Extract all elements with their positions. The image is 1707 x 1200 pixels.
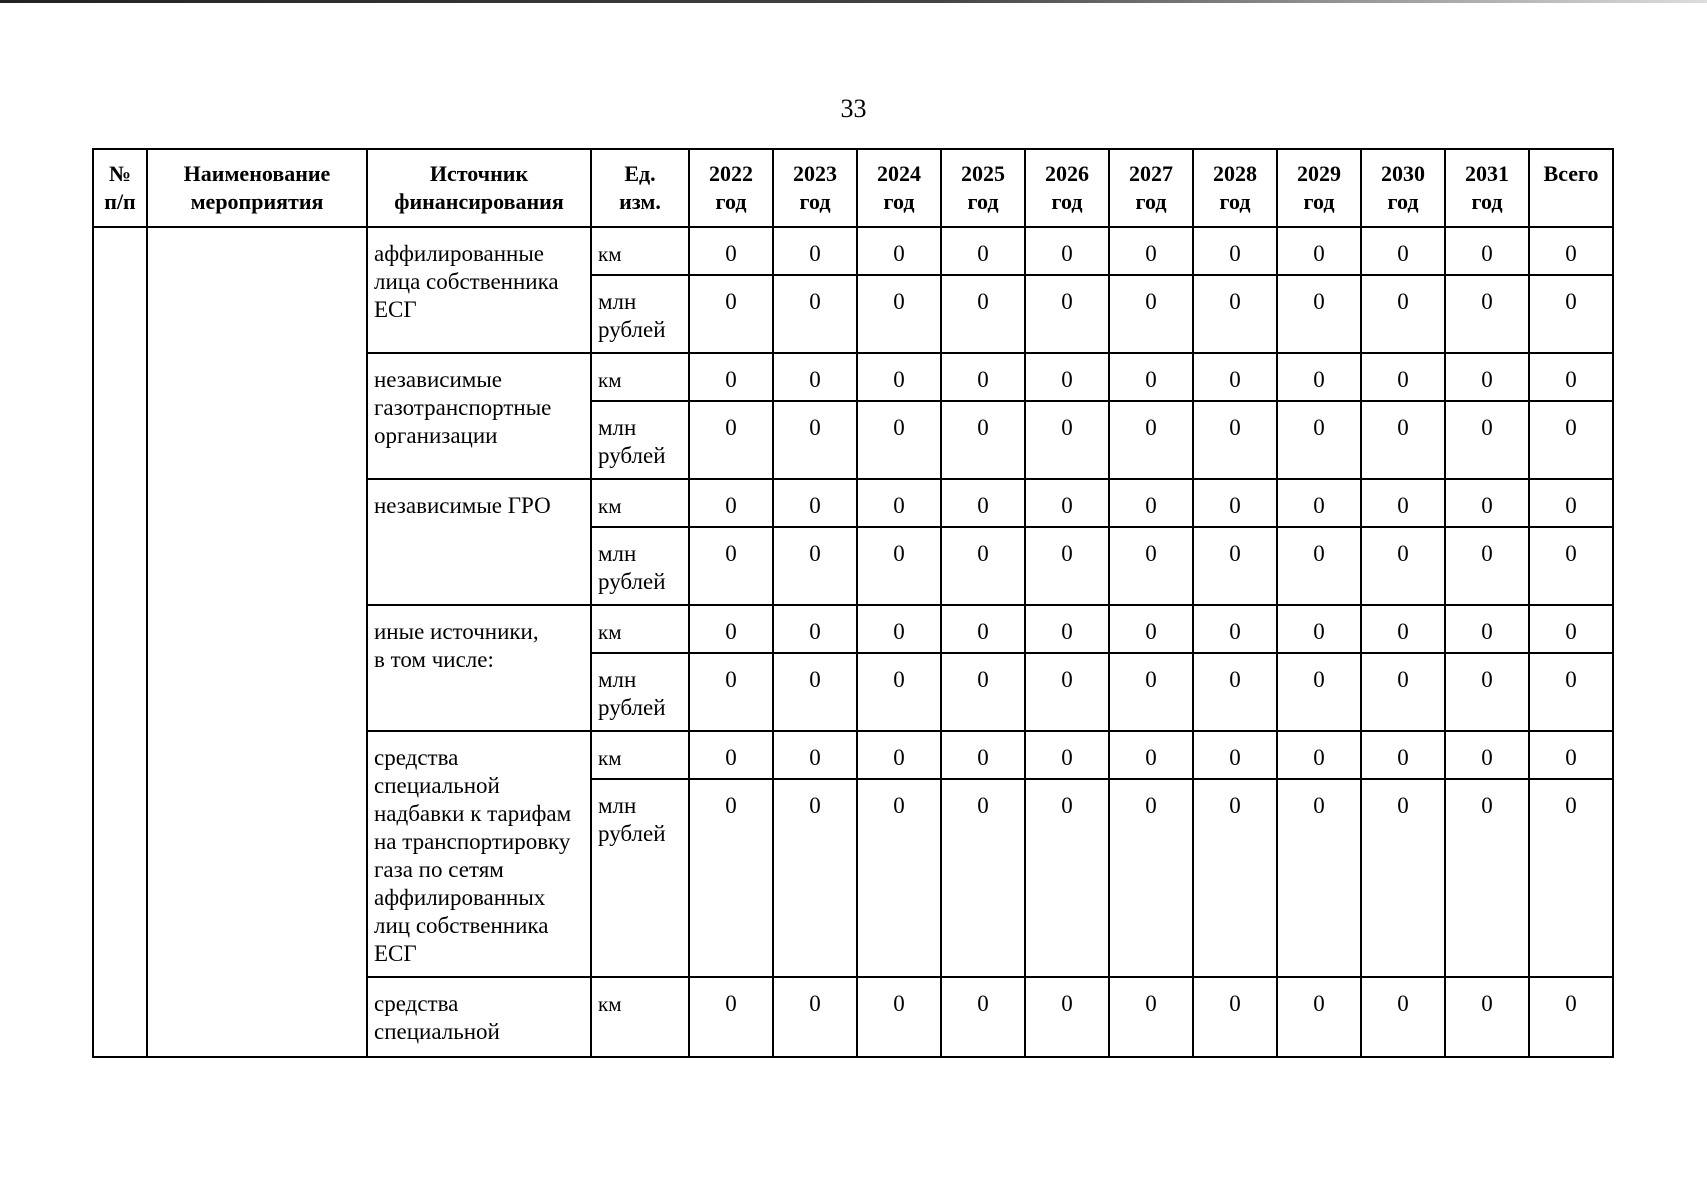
year-value-cell: 0 [1109, 227, 1193, 275]
unit-text: км [598, 494, 622, 518]
year-value-cell: 0 [1193, 275, 1277, 353]
year-value-cell: 0 [941, 527, 1025, 605]
financing-table [92, 148, 1614, 1058]
year-value-cell: 0 [1025, 605, 1109, 653]
year-value-cell: 0 [1193, 653, 1277, 731]
header-year-2027: 2027 год [1109, 149, 1193, 227]
year-value-cell: 0 [689, 977, 773, 1057]
scan-top-edge [0, 0, 1707, 3]
year-value-cell: 0 [1109, 605, 1193, 653]
header-year-2024: 2024 год [857, 149, 941, 227]
header-activity-name: Наименование мероприятия [147, 149, 367, 227]
year-value-cell: 0 [1193, 605, 1277, 653]
year-value-cell: 0 [1361, 353, 1445, 401]
year-value-cell: 0 [1361, 227, 1445, 275]
year-value-cell: 0 [1025, 275, 1109, 353]
year-value-cell: 0 [1277, 653, 1361, 731]
year-value-cell: 0 [1361, 275, 1445, 353]
year-value-cell: 0 [689, 401, 773, 479]
total-value-cell: 0 [1529, 275, 1613, 353]
year-value-cell: 0 [1361, 977, 1445, 1057]
unit-text: км [598, 620, 622, 644]
year-value-cell: 0 [1025, 527, 1109, 605]
year-value-cell: 0 [689, 779, 773, 977]
year-value-cell: 0 [1277, 605, 1361, 653]
year-value-cell: 0 [1445, 479, 1529, 527]
year-value-cell: 0 [689, 527, 773, 605]
unit-cell [591, 479, 689, 527]
unit-cell [591, 731, 689, 779]
year-value-cell: 0 [941, 605, 1025, 653]
year-value-cell: 0 [1109, 527, 1193, 605]
header-unit: Ед. изм. [591, 149, 689, 227]
total-value-cell: 0 [1529, 479, 1613, 527]
funding-source-cell [367, 605, 591, 731]
year-value-cell: 0 [857, 353, 941, 401]
year-value-cell: 0 [689, 731, 773, 779]
total-value-cell: 0 [1529, 401, 1613, 479]
year-value-cell: 0 [1361, 527, 1445, 605]
year-value-cell: 0 [1193, 353, 1277, 401]
funding-source-cell [367, 353, 591, 479]
table-header-row [93, 149, 1613, 227]
year-value-cell: 0 [1277, 479, 1361, 527]
year-value-cell: 0 [1445, 527, 1529, 605]
year-value-cell: 0 [1025, 977, 1109, 1057]
funding-source-text: иные источники, в том числе: [374, 619, 539, 672]
year-value-cell: 0 [1109, 401, 1193, 479]
year-value-cell: 0 [773, 527, 857, 605]
total-value-cell: 0 [1529, 653, 1613, 731]
year-value-cell: 0 [773, 731, 857, 779]
item-number-cell [93, 227, 147, 1057]
year-value-cell: 0 [689, 227, 773, 275]
year-value-cell: 0 [1109, 353, 1193, 401]
year-value-cell: 0 [689, 275, 773, 353]
year-value-cell: 0 [857, 227, 941, 275]
year-value-cell: 0 [773, 977, 857, 1057]
year-value-cell: 0 [773, 275, 857, 353]
unit-cell [591, 527, 689, 605]
funding-source-cell [367, 977, 591, 1057]
unit-text: млн рублей [598, 667, 666, 720]
year-value-cell: 0 [1445, 605, 1529, 653]
unit-text: км [598, 242, 622, 266]
unit-text: км [598, 992, 622, 1016]
funding-source-text: независимые газотранспортные организации [374, 367, 552, 448]
year-value-cell: 0 [1361, 653, 1445, 731]
year-value-cell: 0 [1193, 977, 1277, 1057]
year-value-cell: 0 [857, 479, 941, 527]
year-value-cell: 0 [1109, 977, 1193, 1057]
year-value-cell: 0 [1109, 731, 1193, 779]
year-value-cell: 0 [1025, 227, 1109, 275]
total-value-cell: 0 [1529, 977, 1613, 1057]
header-year-2025: 2025 год [941, 149, 1025, 227]
year-value-cell: 0 [1025, 731, 1109, 779]
unit-cell [591, 779, 689, 977]
unit-cell [591, 653, 689, 731]
year-value-cell: 0 [1445, 227, 1529, 275]
year-value-cell: 0 [1193, 479, 1277, 527]
year-value-cell: 0 [857, 653, 941, 731]
total-value-cell: 0 [1529, 527, 1613, 605]
total-value-cell: 0 [1529, 779, 1613, 977]
year-value-cell: 0 [1193, 731, 1277, 779]
year-value-cell: 0 [857, 605, 941, 653]
year-value-cell: 0 [1109, 779, 1193, 977]
year-value-cell: 0 [1193, 401, 1277, 479]
year-value-cell: 0 [773, 227, 857, 275]
header-year-2030: 2030 год [1361, 149, 1445, 227]
page-number: 33 [840, 94, 867, 123]
year-value-cell: 0 [1109, 479, 1193, 527]
year-value-cell: 0 [1445, 275, 1529, 353]
year-value-cell: 0 [941, 227, 1025, 275]
year-value-cell: 0 [1445, 401, 1529, 479]
unit-text: млн рублей [598, 415, 666, 468]
year-value-cell: 0 [1445, 779, 1529, 977]
year-value-cell: 0 [1277, 731, 1361, 779]
year-value-cell: 0 [689, 653, 773, 731]
header-year-2031: 2031 год [1445, 149, 1529, 227]
year-value-cell: 0 [1025, 401, 1109, 479]
year-value-cell: 0 [773, 353, 857, 401]
year-value-cell: 0 [1109, 653, 1193, 731]
header-year-2023: 2023 год [773, 149, 857, 227]
funding-source-cell [367, 479, 591, 605]
year-value-cell: 0 [1025, 353, 1109, 401]
header-total: Всего [1529, 149, 1613, 227]
unit-text: км [598, 746, 622, 770]
year-value-cell: 0 [1277, 977, 1361, 1057]
year-value-cell: 0 [1277, 227, 1361, 275]
year-value-cell: 0 [857, 779, 941, 977]
unit-text: млн рублей [598, 541, 666, 594]
funding-source-cell [367, 731, 591, 977]
unit-cell [591, 227, 689, 275]
year-value-cell: 0 [1025, 479, 1109, 527]
year-value-cell: 0 [689, 353, 773, 401]
total-value-cell: 0 [1529, 605, 1613, 653]
unit-cell [591, 605, 689, 653]
unit-cell [591, 353, 689, 401]
funding-source-text: независимые ГРО [374, 493, 551, 518]
year-value-cell: 0 [857, 401, 941, 479]
year-value-cell: 0 [941, 779, 1025, 977]
year-value-cell: 0 [1445, 353, 1529, 401]
year-value-cell: 0 [1361, 779, 1445, 977]
year-value-cell: 0 [773, 779, 857, 977]
funding-source-cell [367, 227, 591, 353]
funding-source-text: средства специальной надбавки к тарифам на транспортировку газа по сетям аффилированных лиц собственника ЕСГ [374, 745, 572, 966]
funding-source-text: аффилированные лица собственника ЕСГ [374, 241, 559, 322]
header-funding-source: Источник финансирования [367, 149, 591, 227]
year-value-cell: 0 [941, 977, 1025, 1057]
year-value-cell: 0 [1277, 527, 1361, 605]
year-value-cell: 0 [773, 479, 857, 527]
year-value-cell: 0 [941, 401, 1025, 479]
unit-cell [591, 401, 689, 479]
year-value-cell: 0 [941, 275, 1025, 353]
total-value-cell: 0 [1529, 731, 1613, 779]
year-value-cell: 0 [1193, 527, 1277, 605]
year-value-cell: 0 [689, 479, 773, 527]
year-value-cell: 0 [1445, 977, 1529, 1057]
table-body [93, 227, 1613, 1057]
unit-text: км [598, 368, 622, 392]
funding-source-text: средства специальной [374, 991, 500, 1044]
year-value-cell: 0 [1361, 731, 1445, 779]
year-value-cell: 0 [1025, 779, 1109, 977]
year-value-cell: 0 [857, 977, 941, 1057]
year-value-cell: 0 [1361, 479, 1445, 527]
year-value-cell: 0 [941, 479, 1025, 527]
year-value-cell: 0 [857, 731, 941, 779]
year-value-cell: 0 [1445, 653, 1529, 731]
year-value-cell: 0 [1277, 353, 1361, 401]
year-value-cell: 0 [941, 353, 1025, 401]
table-row [93, 227, 1613, 275]
year-value-cell: 0 [1025, 653, 1109, 731]
year-value-cell: 0 [773, 401, 857, 479]
year-value-cell: 0 [1193, 227, 1277, 275]
unit-cell [591, 977, 689, 1057]
year-value-cell: 0 [1445, 731, 1529, 779]
year-value-cell: 0 [1109, 275, 1193, 353]
header-number: № п/п [93, 149, 147, 227]
header-year-2029: 2029 год [1277, 149, 1361, 227]
year-value-cell: 0 [1277, 401, 1361, 479]
total-value-cell: 0 [1529, 227, 1613, 275]
total-value-cell: 0 [1529, 353, 1613, 401]
year-value-cell: 0 [857, 275, 941, 353]
year-value-cell: 0 [773, 653, 857, 731]
year-value-cell: 0 [1277, 779, 1361, 977]
year-value-cell: 0 [857, 527, 941, 605]
activity-name-cell [147, 227, 367, 1057]
header-year-2026: 2026 год [1025, 149, 1109, 227]
year-value-cell: 0 [689, 605, 773, 653]
year-value-cell: 0 [1277, 275, 1361, 353]
year-value-cell: 0 [773, 605, 857, 653]
year-value-cell: 0 [941, 653, 1025, 731]
unit-text: млн рублей [598, 793, 666, 846]
header-year-2028: 2028 год [1193, 149, 1277, 227]
unit-cell [591, 275, 689, 353]
header-year-2022: 2022 год [689, 149, 773, 227]
unit-text: млн рублей [598, 289, 666, 342]
year-value-cell: 0 [1361, 401, 1445, 479]
year-value-cell: 0 [941, 731, 1025, 779]
year-value-cell: 0 [1361, 605, 1445, 653]
year-value-cell: 0 [1193, 779, 1277, 977]
